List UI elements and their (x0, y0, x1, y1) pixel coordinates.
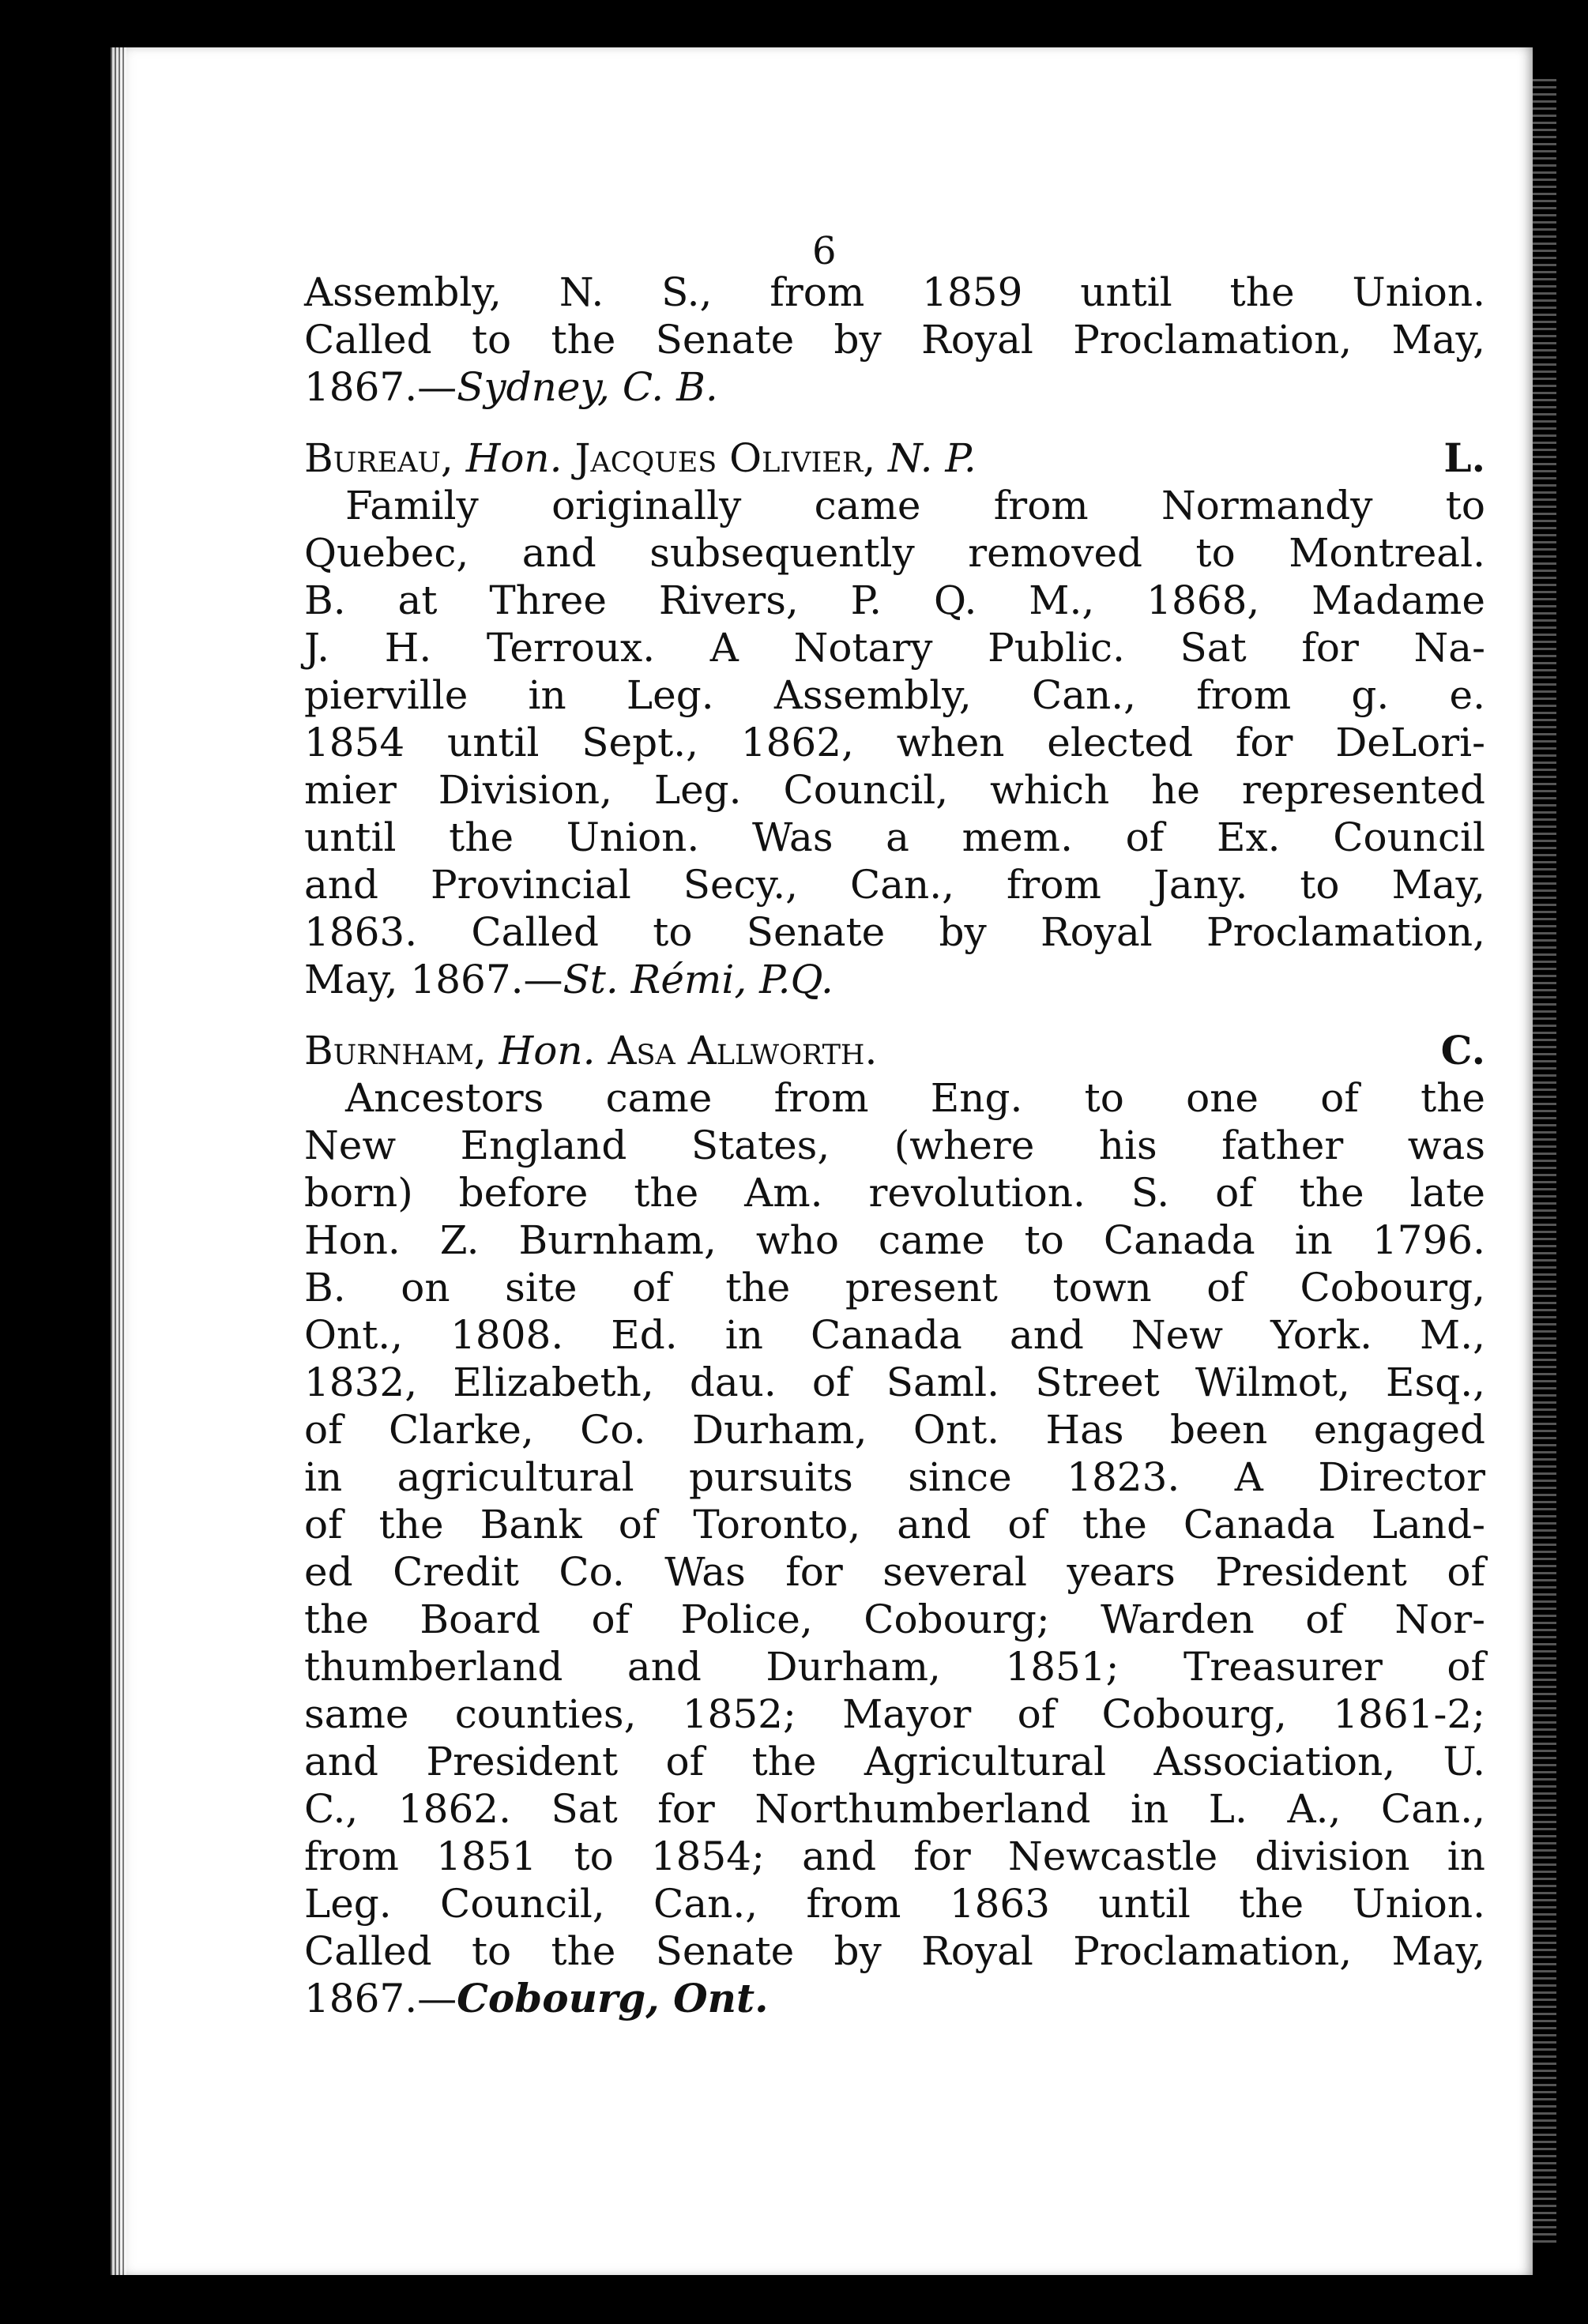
text-line: ed Credit Co. Was for several years President of (304, 1549, 1485, 1595)
text-line: and Provincial Secy., Can., from Jany. to May, (304, 862, 1485, 908)
text-line: and President of the Agricultural Association, U. (304, 1739, 1485, 1784)
text-line: J. H. Terroux. A Notary Public. Sat for Na- (304, 625, 1485, 671)
entry-burnham (304, 1027, 1485, 2022)
given-names: Jacques Olivier, (574, 435, 876, 481)
page-spine-shadow (111, 47, 126, 2275)
text-line: Called to the Senate by Royal Proclamation, May, (304, 1928, 1485, 1974)
text-line: Hon. Z. Burnham, who came to Canada in 1796. (304, 1217, 1485, 1263)
entry-name (304, 1027, 877, 1074)
division-mark: L. (1443, 434, 1485, 481)
surname: Bureau, (304, 435, 453, 481)
text-line (304, 956, 1485, 1003)
text-line: thumberland and Durham, 1851; Treasurer of (304, 1644, 1485, 1690)
text-line: 1832, Elizabeth, dau. of Saml. Street Wilmot, Esq., (304, 1359, 1485, 1405)
text-line: Ont., 1808. Ed. in Canada and New York. M., (304, 1312, 1485, 1358)
text-line: Assembly, N. S., from 1859 until the Union. (304, 269, 1485, 315)
page-number: 6 (812, 229, 837, 273)
line-text: 1867.— (304, 1976, 457, 2021)
honorific: Hon. (465, 435, 563, 481)
residence: Sydney, C. B. (457, 364, 718, 410)
text-line: 1854 until Sept., 1862, when elected for DeLori- (304, 720, 1485, 765)
entry-heading (304, 1027, 1485, 1074)
text-line: same counties, 1852; Mayor of Cobourg, 1861-2; (304, 1691, 1485, 1737)
text-line: from 1851 to 1854; and for Newcastle division in (304, 1833, 1485, 1879)
text-line: pierville in Leg. Assembly, Can., from g. e. (304, 672, 1485, 718)
text-line: Quebec, and subsequently removed to Montreal. (304, 530, 1485, 576)
text-line: born) before the Am. revolution. S. of the late (304, 1170, 1485, 1216)
text-line: in agricultural pursuits since 1823. A Director (304, 1454, 1485, 1500)
entry-heading (304, 434, 1485, 482)
continued-entry (304, 269, 1485, 411)
page-edge (1533, 79, 1556, 2243)
line-text: 1867.— (304, 364, 457, 410)
page-text (304, 269, 1485, 2022)
honorific: Hon. (499, 1028, 596, 1074)
given-names: Asa Allworth. (608, 1028, 878, 1074)
text-line: mier Division, Leg. Council, which he represented (304, 767, 1485, 813)
residence: Cobourg, Ont. (457, 1975, 769, 2021)
text-line: B. on site of the present town of Cobourg, (304, 1265, 1485, 1311)
text-line: B. at Three Rivers, P. Q. M., 1868, Madame (304, 577, 1485, 623)
text-line: the Board of Police, Cobourg; Warden of Nor- (304, 1596, 1485, 1642)
line-text: May, 1867.— (304, 957, 563, 1002)
text-line: 1863. Called to Senate by Royal Proclamation, (304, 909, 1485, 955)
name-suffix: N. P. (888, 435, 977, 481)
text-line: Leg. Council, Can., from 1863 until the Union. (304, 1881, 1485, 1927)
text-line: New England States, (where his father was (304, 1123, 1485, 1168)
text-line: C., 1862. Sat for Northumberland in L. A., Can., (304, 1786, 1485, 1832)
text-line: Called to the Senate by Royal Proclamation, May, (304, 317, 1485, 363)
entry-name (304, 434, 977, 482)
residence: St. Rémi, P.Q. (563, 957, 834, 1002)
entry-bureau (304, 434, 1485, 1003)
division-mark: C. (1440, 1027, 1485, 1074)
text-line: Family originally came from Normandy to (345, 483, 1485, 528)
text-line: Ancestors came from Eng. to one of the (345, 1075, 1485, 1121)
text-line: of the Bank of Toronto, and of the Canada Land- (304, 1502, 1485, 1547)
text-line: of Clarke, Co. Durham, Ont. Has been engaged (304, 1407, 1485, 1453)
text-line (304, 363, 1485, 411)
text-line (304, 1975, 1485, 2022)
surname: Burnham, (304, 1028, 487, 1074)
text-line: until the Union. Was a mem. of Ex. Council (304, 814, 1485, 860)
